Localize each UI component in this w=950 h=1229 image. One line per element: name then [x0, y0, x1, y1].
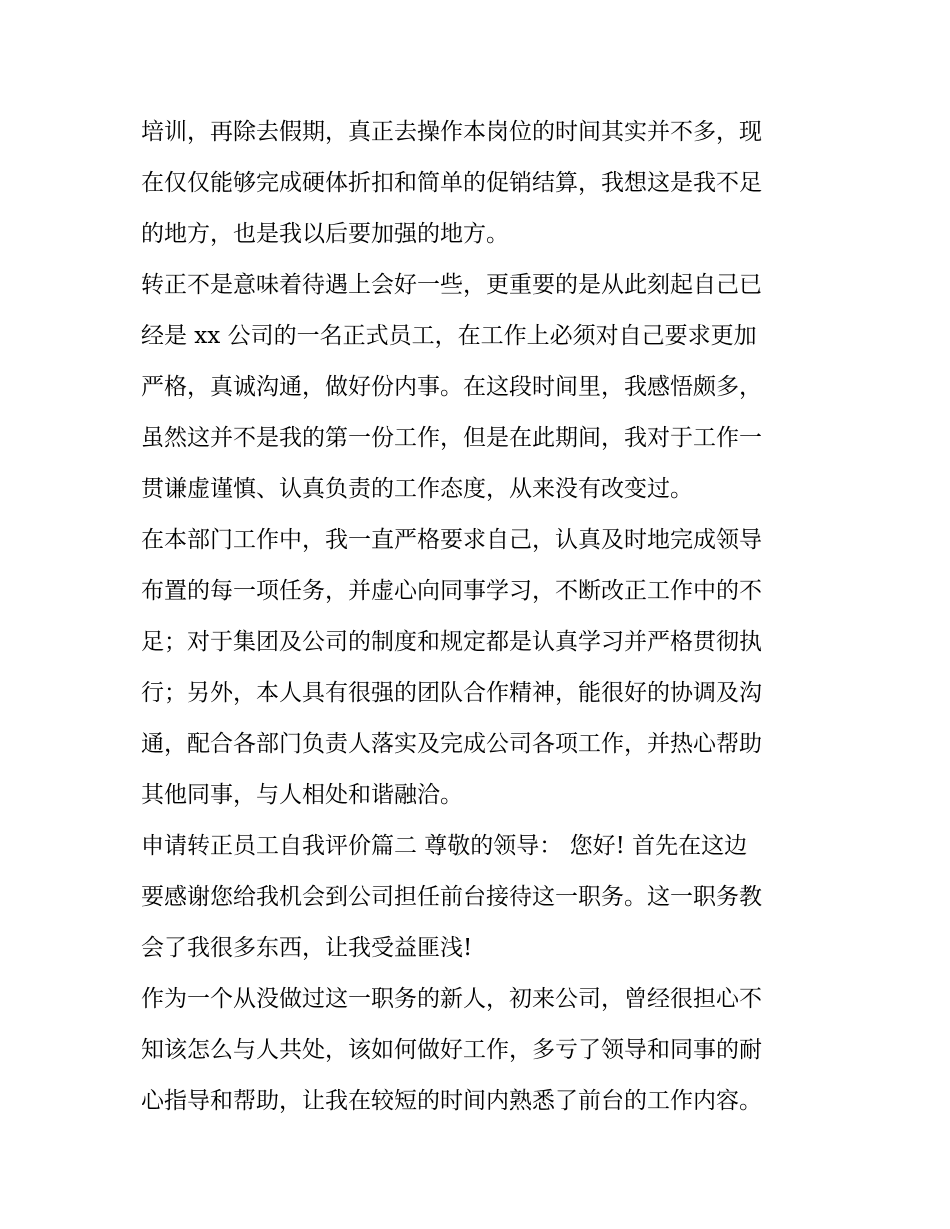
- text-line: 行；另外，本人具有很强的团队合作精神，能很好的协调及沟: [141, 680, 762, 706]
- text-line: 的地方，也是我以后要加强的地方。: [141, 221, 509, 247]
- text-line: 转正不是意味着待遇上会好一些，更重要的是从此刻起自己已: [141, 272, 762, 298]
- text-line: 经是 xx 公司的一名正式员工，在工作上必须对自己要求更加: [141, 323, 757, 349]
- text-line: 在仅仅能够完成硬体折扣和简单的促销结算，我想这是我不足: [141, 170, 762, 196]
- text-line: 会了我很多东西，让我受益匪浅!: [141, 935, 473, 961]
- text-line: 要感谢您给我机会到公司担任前台接待这一职务。这一职务教: [141, 884, 762, 910]
- text-line: 知该怎么与人共处，该如何做好工作，多亏了领导和同事的耐: [141, 1037, 762, 1063]
- text-line: 在本部门工作中，我一直严格要求自己，认真及时地完成领导: [141, 527, 762, 553]
- text-line: 严格，真诚沟通，做好份内事。在这段时间里，我感悟颇多，: [141, 374, 762, 400]
- text-line: 通，配合各部门负责人落实及完成公司各项工作，并热心帮助: [141, 731, 762, 757]
- text-line: 申请转正员工自我评价篇二 尊敬的领导： 您好! 首先在这边: [141, 833, 748, 859]
- text-line: 虽然这并不是我的第一份工作，但是在此期间，我对于工作一: [141, 425, 762, 451]
- text-line: 足；对于集团及公司的制度和规定都是认真学习并严格贯彻执: [141, 629, 762, 655]
- text-line: 布置的每一项任务，并虚心向同事学习，不断改正工作中的不: [141, 578, 762, 604]
- text-line: 其他同事，与人相处和谐融洽。: [141, 782, 463, 808]
- document-body: [141, 107, 821, 1127]
- text-line: 贯谦虚谨慎、认真负责的工作态度，从来没有改变过。: [141, 476, 693, 502]
- text-line: 心指导和帮助，让我在较短的时间内熟悉了前台的工作内容。: [141, 1088, 762, 1114]
- text-line: 作为一个从没做过这一职务的新人，初来公司，曾经很担心不: [141, 986, 762, 1012]
- text-line: 培训，再除去假期，真正去操作本岗位的时间其实并不多，现: [141, 119, 762, 145]
